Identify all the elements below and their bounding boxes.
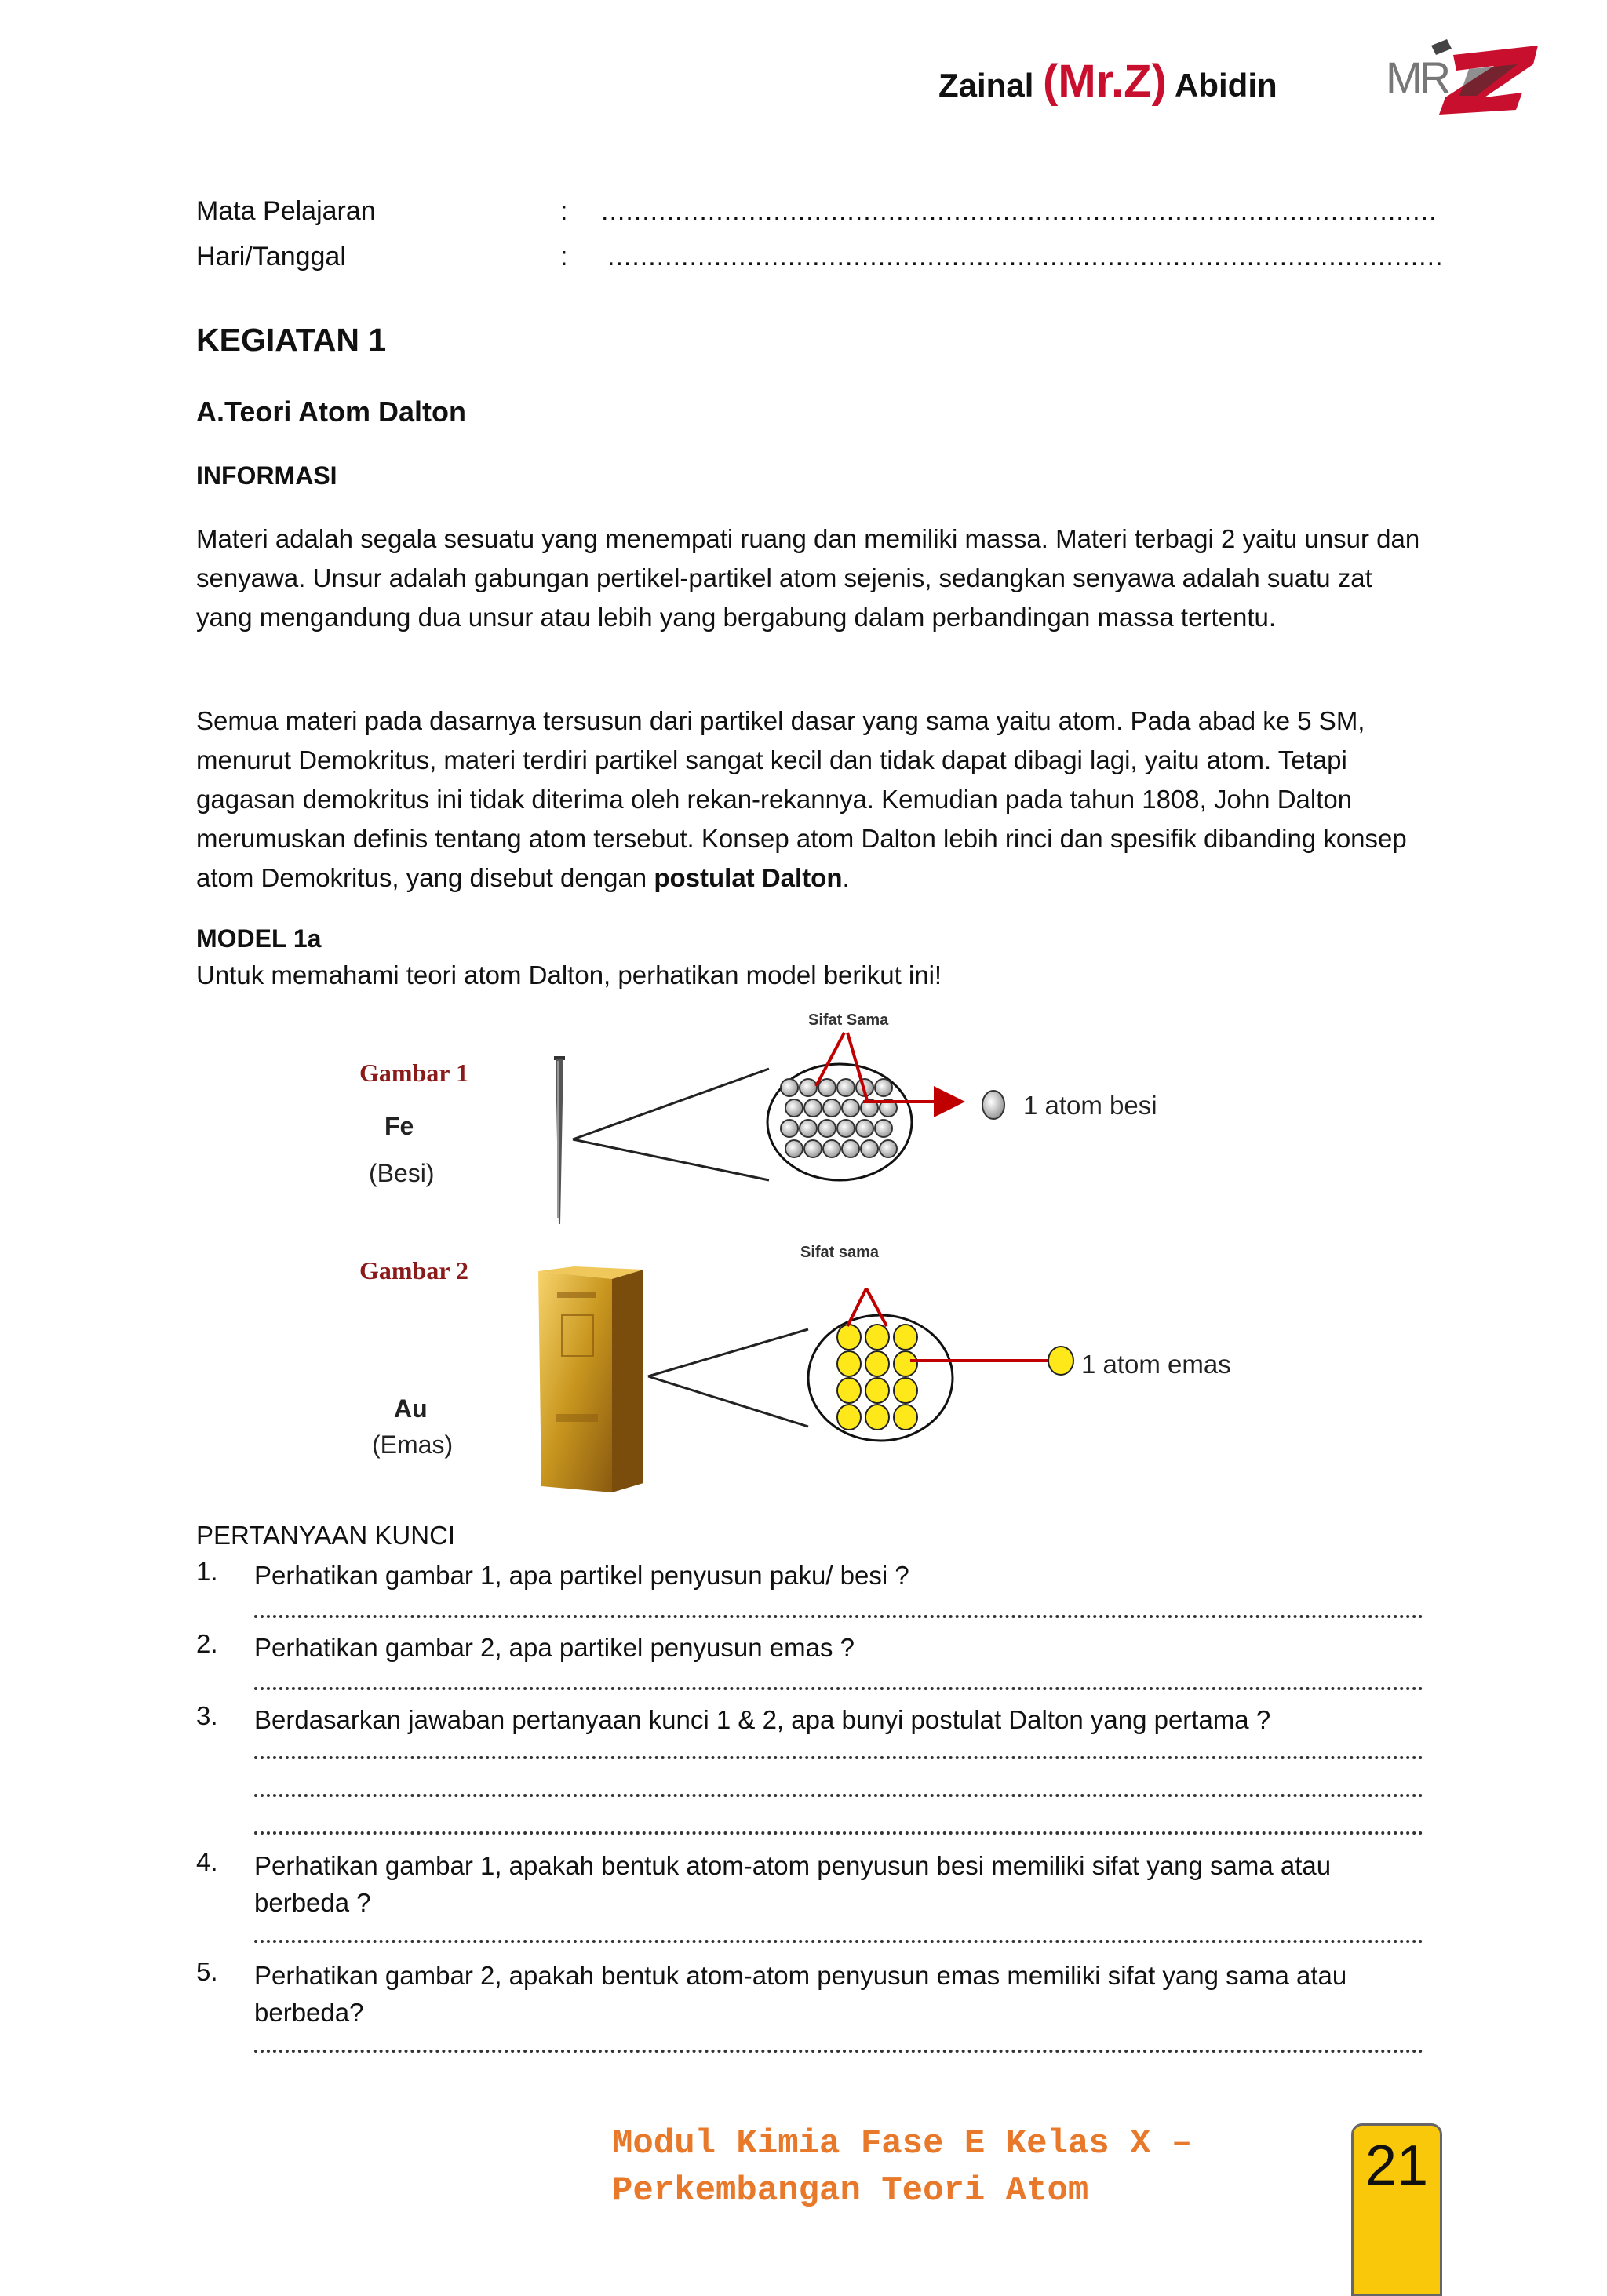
- dalton-model-figure: [345, 1012, 1287, 1499]
- question-3-answer-line-3[interactable]: [254, 1831, 1423, 1835]
- iron-atom: [837, 1079, 855, 1096]
- figure1-property-label: Sifat Sama: [808, 1012, 889, 1029]
- iron-atom: [823, 1140, 840, 1157]
- iron-atom: [880, 1140, 897, 1157]
- date-label: Hari/Tanggal: [196, 242, 346, 272]
- subject-colon: :: [560, 196, 568, 226]
- gold-atom: [837, 1351, 861, 1376]
- iron-atom: [800, 1120, 817, 1137]
- gold-atom: [865, 1405, 889, 1430]
- question-4-text: Perhatikan gambar 1, apakah bentuk atom-atom penyusun besi memiliki sifat yang sama atau berbeda ?: [254, 1851, 1332, 1917]
- question-3-number: 3.: [196, 1701, 218, 1730]
- iron-atom: [818, 1120, 836, 1137]
- figure1-title: Gambar 1: [359, 1059, 468, 1087]
- single-gold-atom: [1048, 1347, 1073, 1375]
- figure2-symbol: Au: [394, 1394, 428, 1423]
- iron-atom: [875, 1120, 892, 1137]
- iron-atom: [842, 1140, 859, 1157]
- figure2-property-label: Sifat sama: [800, 1244, 880, 1261]
- figure2-atom-label: 1 atom emas: [1081, 1350, 1231, 1379]
- iron-atom: [804, 1140, 822, 1157]
- gold-atom: [837, 1378, 861, 1403]
- question-4-answer-line[interactable]: [254, 1940, 1423, 1943]
- iron-atom: [781, 1079, 798, 1096]
- iron-atom: [785, 1099, 803, 1117]
- iron-atom: [804, 1099, 822, 1117]
- subject-blank: ......................................................................................................: [601, 196, 1438, 226]
- paragraph-materi-text: Materi adalah segala sesuatu yang menempati ruang dan memiliki massa. Materi terbagi 2 yaitu unsur dan senyawa. Unsur adalah gabungan pertikel-partikel atom sejenis, sedangkan senyawa adalah suatu zat yang mengandung dua unsur atau lebih yang bergabung dalam perbandingan massa tertentu.: [196, 524, 1420, 632]
- questions-heading: PERTANYAAN KUNCI: [196, 1521, 456, 1550]
- gold-atom: [865, 1351, 889, 1376]
- question-5-answer-line[interactable]: [254, 2050, 1423, 2053]
- question-4-number: 4.: [196, 1847, 218, 1876]
- gold-atom: [894, 1325, 917, 1350]
- subsection-title: A.Teori Atom Dalton: [196, 395, 466, 428]
- info-heading: INFORMASI: [196, 461, 337, 490]
- author-nickname: (Mr.Z): [1043, 56, 1167, 107]
- page-number-tab: [1351, 2123, 1442, 2296]
- question-2-number: 2.: [196, 1629, 218, 1658]
- gold-atom: [837, 1325, 861, 1350]
- footer-line-1: Modul Kimia Fase E Kelas X –: [612, 2124, 1193, 2163]
- iron-nail: [554, 1056, 565, 1224]
- question-3-text: Berdasarkan jawaban pertanyaan kunci 1 & 2, apa bunyi postulat Dalton yang pertama ?: [254, 1705, 1271, 1734]
- gold-atom: [865, 1325, 889, 1350]
- gold-bar: [538, 1266, 643, 1492]
- question-5-text: Perhatikan gambar 2, apakah bentuk atom-atom penyusun emas memiliki sifat yang sama atau berbeda?: [254, 1961, 1347, 2027]
- date-colon: :: [560, 242, 568, 272]
- iron-atom: [823, 1099, 840, 1117]
- paragraph-atom-end: .: [842, 863, 850, 892]
- iron-atom: [785, 1140, 803, 1157]
- iron-atom: [781, 1120, 798, 1137]
- figure1-name: (Besi): [369, 1159, 435, 1187]
- gold-atom: [894, 1351, 917, 1376]
- date-blank: ......................................................................................................: [607, 242, 1444, 272]
- single-iron-atom: [982, 1091, 1004, 1119]
- iron-atom: [856, 1120, 873, 1137]
- svg-text:MR: MR: [1386, 53, 1448, 102]
- iron-atom: [842, 1099, 859, 1117]
- question-3-answer-line-2[interactable]: [254, 1794, 1423, 1797]
- module-footer: [612, 2120, 1192, 2214]
- gold-atom: [837, 1405, 861, 1430]
- figure2-title: Gambar 2: [359, 1256, 468, 1285]
- question-2-answer-line[interactable]: [254, 1687, 1423, 1690]
- gold-atom: [894, 1405, 917, 1430]
- subject-label: Mata Pelajaran: [196, 196, 376, 226]
- model-intro: Untuk memahami teori atom Dalton, perhatikan model berikut ini!: [196, 960, 942, 989]
- iron-atom: [837, 1120, 855, 1137]
- figure2-name: (Emas): [372, 1430, 454, 1459]
- iron-atom: [800, 1079, 817, 1096]
- question-1-text: Perhatikan gambar 1, apa partikel penyusun paku/ besi ?: [254, 1561, 909, 1590]
- question-3-answer-line-1[interactable]: [254, 1756, 1423, 1759]
- iron-atom: [818, 1079, 836, 1096]
- gold-atom: [865, 1378, 889, 1403]
- gold-atom: [894, 1378, 917, 1403]
- model-heading: MODEL 1a: [196, 924, 322, 953]
- paragraph-atom: [196, 702, 1420, 898]
- question-1-number: 1.: [196, 1557, 218, 1586]
- author-name: [938, 55, 1277, 108]
- author-first-name: Zainal: [938, 67, 1044, 104]
- question-5-number: 5.: [196, 1957, 218, 1986]
- iron-atom: [875, 1079, 892, 1096]
- question-1-answer-line[interactable]: [254, 1615, 1423, 1618]
- question-2-text: Perhatikan gambar 2, apa partikel penyusun emas ?: [254, 1633, 855, 1662]
- footer-line-2: Perkembangan Teori Atom: [612, 2171, 1089, 2210]
- paragraph-materi: [196, 519, 1420, 637]
- iron-atom: [861, 1140, 878, 1157]
- page-number: 21: [1365, 2134, 1429, 2197]
- postulat-dalton-term: postulat Dalton: [654, 863, 843, 892]
- paragraph-atom-text: [196, 702, 1420, 898]
- section-title: KEGIATAN 1: [196, 322, 387, 358]
- author-last-name: Abidin: [1166, 67, 1277, 104]
- paragraph-atom-main: Semua materi pada dasarnya tersusun dari partikel dasar yang sama yaitu atom. Pada abad ke 5 SM, menurut Demokritus, materi terdiri partikel sangat kecil dan tidak dapat dibagi lagi, yaitu atom. Tetapi gagasan demokritus ini tidak diterima oleh rekan-rekannya. Kemudian pada tahun 1808, John Dalton merumuskan definis tentang atom tersebut. Konsep atom Dalton lebih rinci dan spesifik dibanding konsep atom Demokritus, yang disebut dengan: [196, 706, 1407, 892]
- figure1-atom-label: 1 atom besi: [1023, 1091, 1157, 1120]
- mr-z-logo: [1384, 38, 1549, 116]
- figure1-symbol: Fe: [384, 1112, 414, 1140]
